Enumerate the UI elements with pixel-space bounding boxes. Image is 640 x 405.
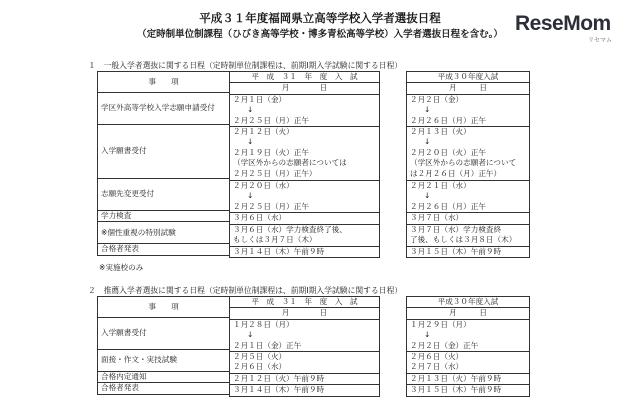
schedule-date-line: ２月１日（金）正午 xyxy=(233,340,302,350)
schedule-date-line: ２月２６日（月）正午 xyxy=(410,115,486,125)
schedule-2019-cell xyxy=(230,246,380,257)
schedule-date-line: （学区外からの志願者について xyxy=(410,158,517,168)
section2-2018-table xyxy=(406,296,530,397)
schedule-2018-cell xyxy=(407,385,530,396)
schedule-2019-cell xyxy=(230,374,380,385)
schedule-date-line: １月２８日（月） xyxy=(233,319,294,329)
schedule-date-line: （学区外からの志願者については xyxy=(233,158,347,168)
schedule-2019-cell xyxy=(230,181,380,213)
schedule-date-line: ２月１３日（火）午前９時 xyxy=(410,374,502,384)
schedule-date-line: ２月６日（火） xyxy=(410,352,464,362)
schedule-date-line: ２月２６日（月）正午 xyxy=(410,201,486,211)
schedule-2019-cell xyxy=(230,352,380,374)
arrow-down-icon: ↓ xyxy=(424,330,431,340)
arrow-down-icon: ↓ xyxy=(247,137,254,147)
schedule-item-label: ※個性重視の特別試験 xyxy=(98,222,230,244)
schedule-date-line: １月２９日（月） xyxy=(410,319,471,329)
schedule-date-line: ３月６日（水） xyxy=(233,213,287,223)
schedule-2019-cell xyxy=(230,224,380,246)
resemom-logo-sub: リセマム xyxy=(588,37,612,44)
schedule-2018-cell xyxy=(407,94,530,126)
schedule-date-line: ２月２１日（水） xyxy=(410,181,471,191)
section1-heading: １ 一般入学者選抜に関する日程（定時制単位制課程は、前期Ⅰ期入学試験に関する日程） xyxy=(88,61,403,70)
section2-2018-subheader: 月 日 xyxy=(407,308,530,319)
schedule-date-line: ２月７日（水） xyxy=(410,362,464,372)
schedule-date-line: ２月２５日（月）正午） xyxy=(233,168,317,178)
schedule-item-label: 合格者発表 xyxy=(98,244,230,255)
schedule-2018-cell xyxy=(407,181,530,213)
section1-note: ※実施校のみ xyxy=(99,263,144,272)
schedule-item-label: 学区外高等学校入学志願申請受付 xyxy=(98,93,230,125)
schedule-date-line: ２月２日（金）正午 xyxy=(410,340,479,350)
arrow-down-icon: ↓ xyxy=(247,105,254,115)
page-title: 平成３１年度福岡県立高等学校入学者選抜日程 xyxy=(199,11,441,25)
section1-2019-subheader: 月 日 xyxy=(230,83,380,94)
schedule-date-line: ２月２日（金） xyxy=(410,94,464,104)
schedule-item-label: 入学願書受付 xyxy=(98,125,230,179)
arrow-down-icon: ↓ xyxy=(424,191,431,201)
section1-2018-subheader: 月 日 xyxy=(407,83,530,94)
schedule-item-label: 学力検査 xyxy=(98,211,230,222)
schedule-date-line: ３月１４日（木）午前９時 xyxy=(233,246,325,256)
schedule-2018-cell xyxy=(407,374,530,385)
arrow-down-icon: ↓ xyxy=(424,137,431,147)
section2-2019-table xyxy=(229,296,380,397)
schedule-item-label: 面接・作文・実技試験 xyxy=(98,350,230,372)
arrow-down-icon: ↓ xyxy=(247,330,254,340)
page-subtitle: （定時制単位制課程（ひびき高等学校・博多青松高等学校）入学者選抜日程を含む。） xyxy=(137,29,503,40)
section2-item-header: 事 項 xyxy=(98,297,230,318)
schedule-item-label: 合格内定通知 xyxy=(98,372,230,383)
section2-heading: ２ 推薦入学者選抜に関する日程（定時制単位制課程は、前期Ⅰ期入学試験に関する日程） xyxy=(88,286,403,295)
schedule-2019-cell xyxy=(230,127,380,181)
section1-2018-table xyxy=(406,71,530,258)
section1-2019-header: 平 成 ３１ 年 度 入 試 xyxy=(230,72,380,83)
section2-2019-subheader: 月 日 xyxy=(230,308,380,319)
section2-2018-header: 平成３０年度入試 xyxy=(407,297,530,308)
schedule-2018-cell xyxy=(407,246,530,257)
schedule-date-line: ３月６日（水）学力検査終了後、 xyxy=(233,224,347,234)
schedule-date-line: ２月１２日（火）午前９時 xyxy=(233,374,325,384)
schedule-2019-cell xyxy=(230,213,380,224)
schedule-date-line: ３月７日（水）学力検査終 xyxy=(410,224,502,234)
schedule-date-line: ２月１３日（火） xyxy=(410,127,471,137)
schedule-date-line: ２月５日（火） xyxy=(233,352,287,362)
section1-item-table xyxy=(97,71,230,256)
schedule-2018-cell xyxy=(407,224,530,246)
schedule-date-line: ３月１５日（木）午前９時 xyxy=(410,246,502,256)
schedule-date-line: もしくは３月７日（木） xyxy=(233,235,317,245)
schedule-date-line: は２月２６日（月）正午） xyxy=(410,168,502,178)
resemom-logo: ReseMom xyxy=(515,12,611,35)
schedule-date-line: ３月１５日（木）午前９時 xyxy=(410,385,502,395)
schedule-item-label: 入学願書受付 xyxy=(98,318,230,350)
schedule-date-line: ２月２０日（火）正午 xyxy=(410,147,486,157)
schedule-item-label: 合格者発表 xyxy=(98,383,230,394)
schedule-date-line: 了後、もしくは３月８日（木） xyxy=(410,235,517,245)
schedule-date-line: ２月６日（水） xyxy=(233,362,287,372)
section1-2019-table xyxy=(229,71,380,258)
section2-item-table xyxy=(97,296,230,395)
schedule-date-line: ２月１日（金） xyxy=(233,94,287,104)
schedule-2018-cell xyxy=(407,213,530,224)
section1-2018-header: 平成３０年度入試 xyxy=(407,72,530,83)
schedule-2019-cell xyxy=(230,385,380,396)
schedule-date-line: ２月２５日（月）正午 xyxy=(233,115,309,125)
schedule-2018-cell xyxy=(407,352,530,374)
schedule-2018-cell xyxy=(407,127,530,181)
schedule-date-line: ３月７日（水） xyxy=(410,213,464,223)
schedule-2019-cell xyxy=(230,319,380,351)
section1-item-header: 事 項 xyxy=(98,72,230,93)
schedule-2019-cell xyxy=(230,94,380,126)
section2-2019-header: 平 成 ３１ 年 度 入 試 xyxy=(230,297,380,308)
schedule-date-line: ２月２５日（月）正午 xyxy=(233,201,309,211)
schedule-date-line: ２月１９日（火）正午 xyxy=(233,147,309,157)
schedule-2018-cell xyxy=(407,319,530,351)
schedule-date-line: ３月１４日（木）午前９時 xyxy=(233,385,325,395)
arrow-down-icon: ↓ xyxy=(247,191,254,201)
schedule-item-label: 志願先変更受付 xyxy=(98,179,230,211)
arrow-down-icon: ↓ xyxy=(424,105,431,115)
schedule-date-line: ２月１２日（火） xyxy=(233,127,294,137)
schedule-date-line: ２月２０日（水） xyxy=(233,181,294,191)
